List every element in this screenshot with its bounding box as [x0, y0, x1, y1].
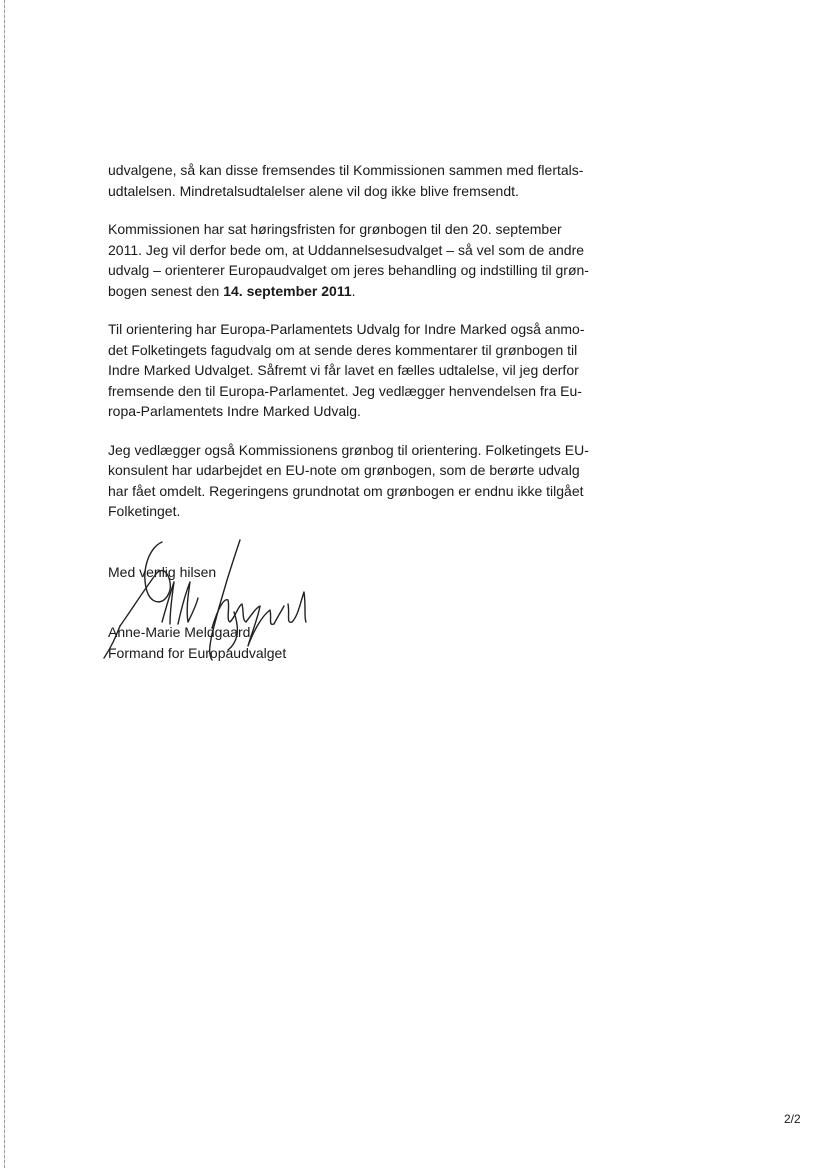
text-line: Jeg vedlægger også Kommissionens grønbog til orientering. Folketingets EU-: [108, 441, 589, 458]
deadline-suffix: .: [351, 282, 356, 299]
text-line: udtalelsen. Mindretalsudtalelser alene vil dog ikke blive fremsendt.: [108, 182, 519, 199]
text-line-deadline: [108, 281, 608, 302]
signer-title: Formand for Europaudvalget: [108, 644, 287, 661]
text-line: ropa-Parlamentets Indre Marked Udvalg.: [108, 403, 361, 419]
text-line: fremsende den til Europa-Parlamentet. Jeg vedlægger henvendelsen fra Eu-: [108, 382, 582, 399]
text-line: Indre Marked Udvalget. Såfremt vi får lavet en fælles udtalelse, vil jeg derfor: [108, 362, 579, 378]
handwritten-signature: [100, 534, 320, 664]
closing-block: [108, 540, 608, 661]
deadline-prefix: bogen senest den: [108, 282, 224, 299]
deadline-date: 14. september 2011: [223, 282, 352, 299]
text-line: Kommissionen har sat høringsfristen for grønbogen til den 20. september: [108, 221, 562, 237]
paragraph-1: [108, 160, 608, 201]
paragraph-3: [108, 319, 608, 422]
text-line: har fået omdelt. Regeringens grundnotat om grønbogen er endnu ikke tilgået: [108, 482, 584, 499]
paragraph-2: [108, 219, 608, 301]
closing-greeting: Med venlig hilsen: [108, 563, 217, 580]
text-line: konsulent har udarbejdet en EU-note om grønbogen, som de berørte udvalg: [108, 462, 580, 478]
text-line: 2011. Jeg vil derfor bede om, at Uddannelsesudvalget – så vel som de andre: [108, 241, 585, 258]
text-line: Til orientering har Europa-Parlamentets Udvalg for Indre Marked også anmo-: [108, 321, 585, 337]
text-line: Folketinget.: [108, 503, 181, 519]
page-number: 2/2: [784, 1112, 801, 1126]
text-line: det Folketingets fagudvalg om at sende deres kommentarer til grønbogen til: [108, 341, 578, 358]
letter-body: [108, 160, 608, 661]
text-line: udvalgene, så kan disse fremsendes til Kommissionen sammen med flertals-: [108, 162, 584, 178]
signer-name: Anne-Marie Meldgaard: [108, 623, 251, 640]
text-line: udvalg – orienterer Europaudvalget om jeres behandling og indstilling til grøn-: [108, 262, 589, 278]
scan-edge-line: [4, 0, 5, 1168]
paragraph-4: [108, 440, 608, 522]
